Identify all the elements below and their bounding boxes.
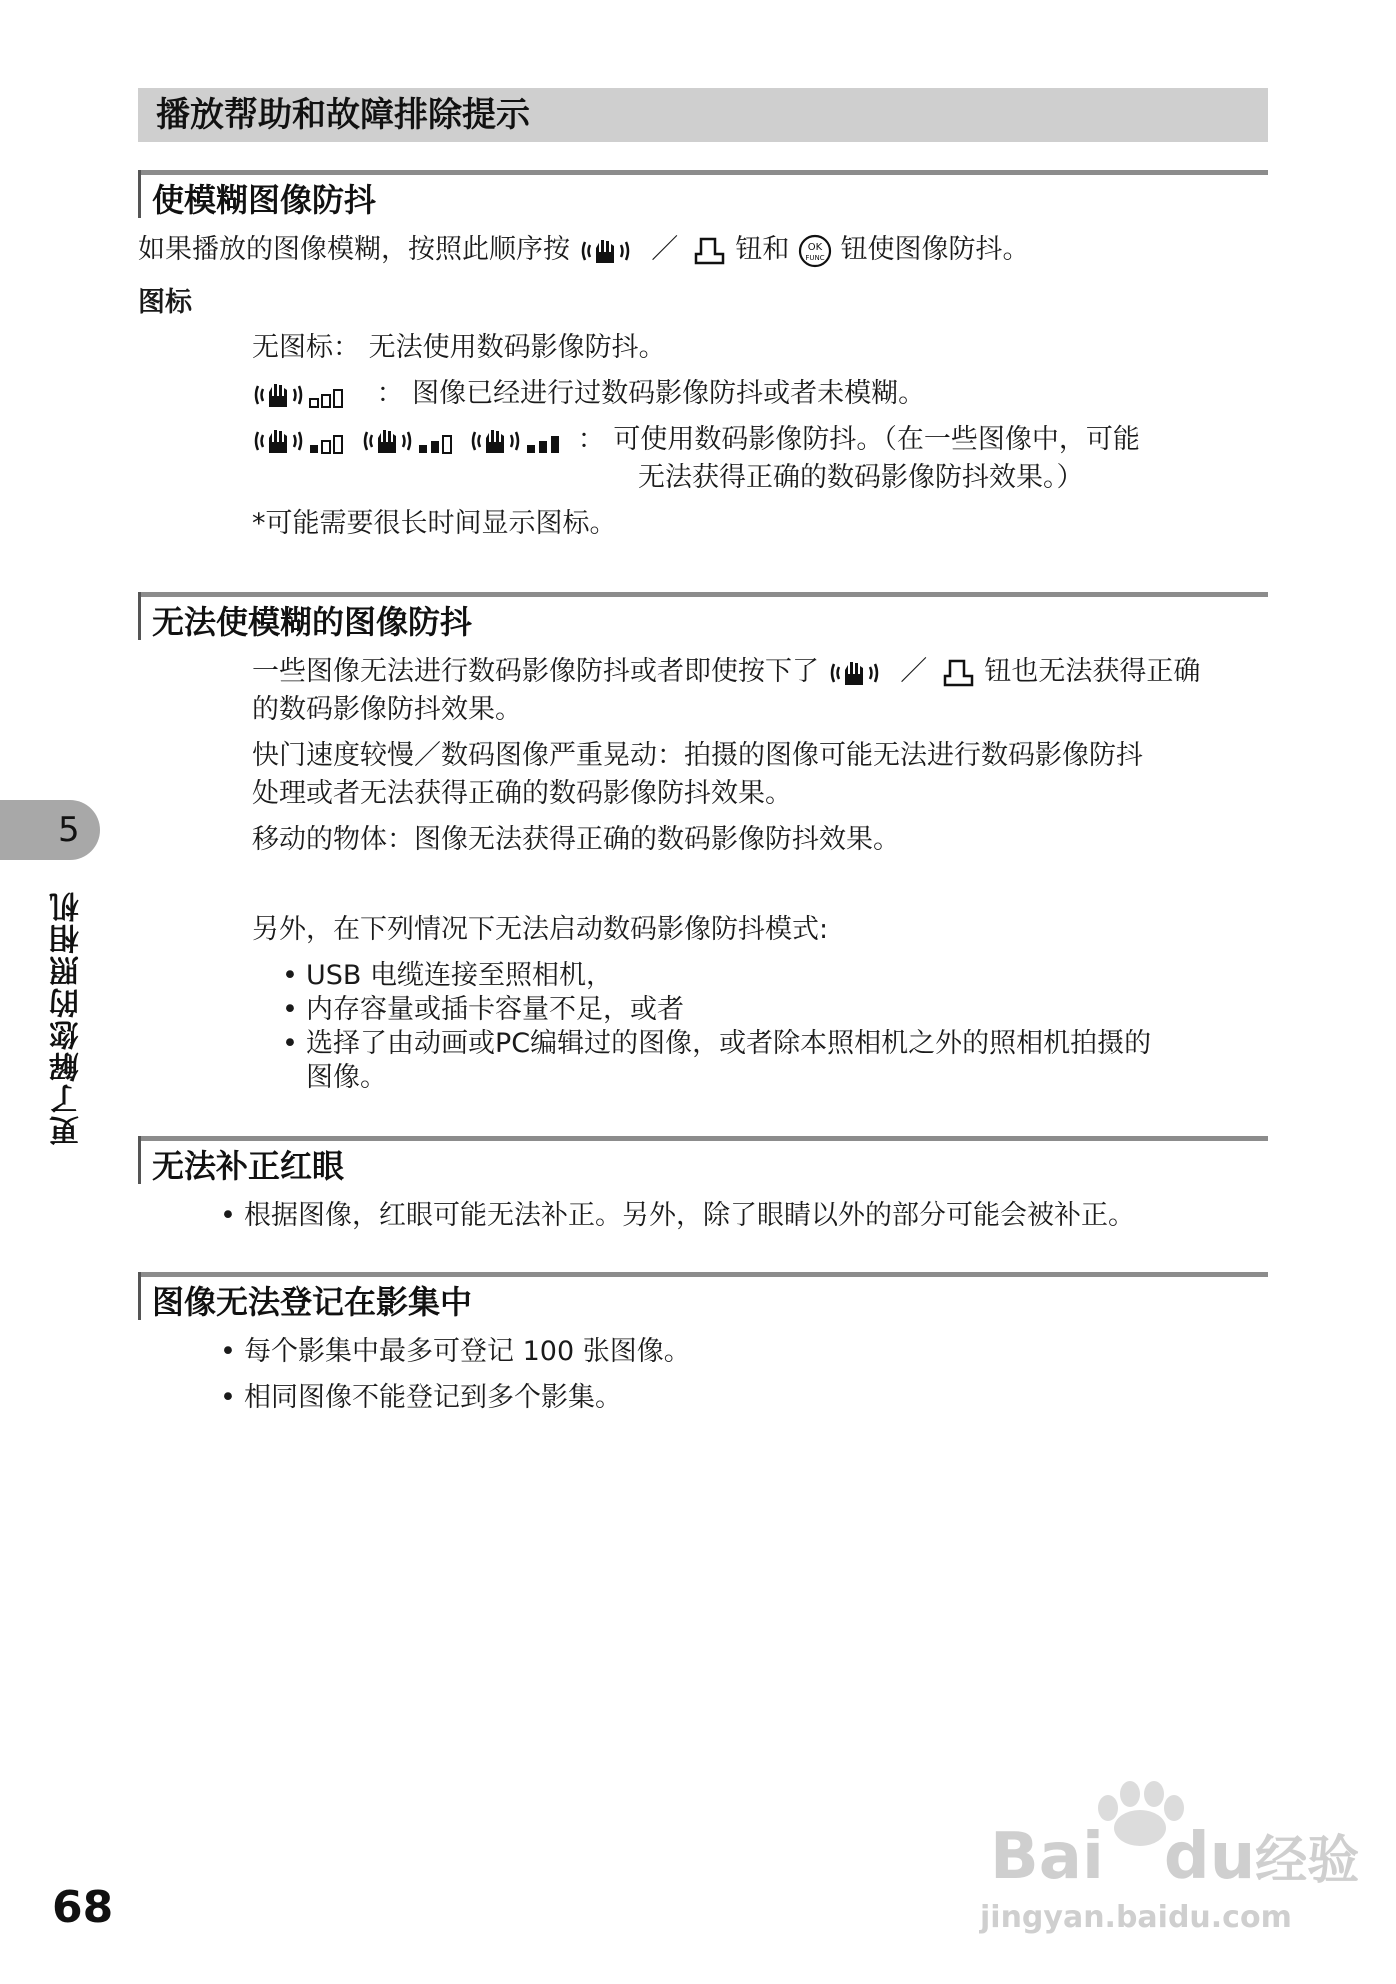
list-item: • 每个影集中最多可登记 100 张图像。 bbox=[220, 1334, 691, 1370]
list-item: • USB 电缆连接至照相机， bbox=[282, 958, 613, 994]
chapter-tab bbox=[0, 800, 100, 860]
section-tick bbox=[138, 1136, 141, 1184]
header-banner bbox=[138, 88, 1268, 142]
available-line: ： 可使用数码影像防抖。（在一些图像中，可能 bbox=[252, 422, 1140, 458]
ok-func-button-icon bbox=[798, 234, 832, 268]
func-label: FUNC bbox=[805, 253, 825, 262]
list-item: • 选择了由动画或PC编辑过的图像，或者除本照相机之外的照相机拍摄的 bbox=[282, 1026, 1151, 1062]
section2-p1-cont: 的数码影像防抖效果。 bbox=[252, 694, 522, 725]
section-rule bbox=[138, 170, 1268, 175]
section-rule bbox=[138, 1136, 1268, 1141]
stabilize-level-3-icon bbox=[469, 426, 569, 456]
ok-label: OK bbox=[807, 241, 823, 253]
section-title: 无法使模糊的图像防抖 bbox=[152, 603, 473, 641]
list-item: • 根据图像，红眼可能无法补正。另外，除了眼睛以外的部分可能会被补正。 bbox=[220, 1198, 1135, 1234]
section-tick bbox=[138, 170, 141, 218]
section2-p4: 另外，在下列情况下无法启动数码影像防抖模式: bbox=[252, 914, 829, 945]
stabilize-hand-icon bbox=[828, 658, 886, 688]
print-icon bbox=[942, 658, 976, 688]
section-rule bbox=[138, 1272, 1268, 1277]
icons-label: 图标 bbox=[138, 287, 192, 318]
section1-intro: 如果播放的图像模糊，按照此顺序按 ／ 钮和 OK FUNC 钮使图像防抖。 bbox=[138, 232, 1030, 268]
stabilize-hand-icon bbox=[579, 236, 637, 266]
section-title: 使模糊图像防抖 bbox=[152, 181, 377, 219]
watermark-url: jingyan.baidu.com bbox=[980, 1900, 1292, 1935]
list-item-cont: 图像。 bbox=[306, 1062, 387, 1093]
section-rule bbox=[138, 592, 1268, 597]
stabilize-level-2-icon bbox=[361, 426, 461, 456]
list-item: • 内存容量或插卡容量不足，或者 bbox=[282, 992, 684, 1028]
list-item: • 相同图像不能登记到多个影集。 bbox=[220, 1380, 622, 1416]
note: *可能需要很长时间显示图标。 bbox=[252, 508, 617, 539]
page-number: 68 bbox=[52, 1882, 114, 1933]
watermark-logo: Bai du经验 bbox=[990, 1820, 1360, 1894]
chapter-label: 更了解您的照相机 bbox=[50, 890, 85, 1146]
stabilize-level-1-icon bbox=[252, 426, 352, 456]
section-tick bbox=[138, 1272, 141, 1320]
section2-p1: 一些图像无法进行数码影像防抖或者即使按下了 ／ 钮也无法获得正确 bbox=[252, 656, 1201, 687]
available-line-cont: 无法获得正确的数码影像防抖效果。） bbox=[638, 462, 1084, 493]
section2-p2-cont: 处理或者无法获得正确的数码影像防抖效果。 bbox=[252, 778, 792, 809]
section-tick bbox=[138, 592, 141, 640]
section2-p3: 移动的物体：图像无法获得正确的数码影像防抖效果。 bbox=[252, 824, 900, 855]
section2-p2: 快门速度较慢／数码图像严重晃动：拍摄的图像可能无法进行数码影像防抖 bbox=[252, 740, 1143, 771]
print-icon bbox=[693, 236, 727, 266]
stabilized-status-icon bbox=[252, 380, 368, 410]
page-title: 播放帮助和故障排除提示 bbox=[156, 95, 530, 135]
section-title: 图像无法登记在影集中 bbox=[152, 1283, 473, 1321]
no-icon-line: 无图标： 无法使用数码影像防抖。 bbox=[252, 332, 666, 363]
stabilized-line: ： 图像已经进行过数码影像防抖或者未模糊。 bbox=[252, 376, 925, 412]
section-title: 无法补正红眼 bbox=[152, 1147, 345, 1185]
chapter-number: 5 bbox=[58, 810, 80, 850]
